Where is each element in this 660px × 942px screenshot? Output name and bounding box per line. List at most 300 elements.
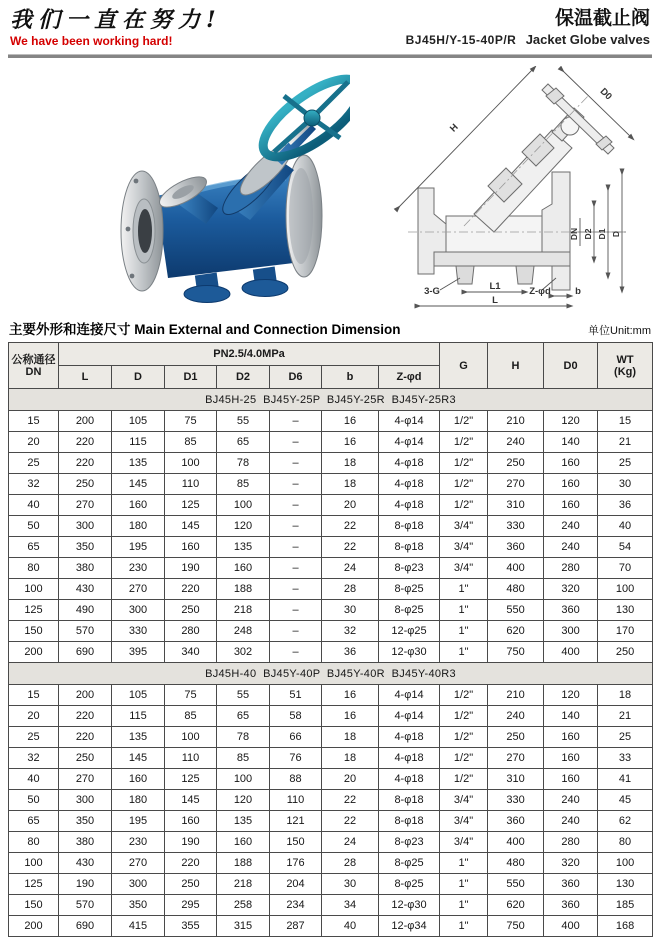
table-cell: 150: [9, 621, 59, 642]
table-cell: 12-φ30: [379, 895, 440, 916]
table-cell: 30: [322, 874, 379, 895]
table-cell: 70: [598, 558, 653, 579]
table-cell: 280: [544, 832, 598, 853]
table-cell: 690: [59, 916, 112, 937]
table-cell: 4-φ14: [379, 685, 440, 706]
dn-header-cn: 公称通径: [11, 353, 56, 366]
table-cell: 190: [59, 874, 112, 895]
table-cell: 190: [165, 832, 217, 853]
table-cell: 1": [440, 916, 488, 937]
header-row-1: [9, 343, 653, 366]
table-cell: 1/2": [440, 706, 488, 727]
col-header-l: L: [59, 366, 112, 389]
table-cell: 220: [59, 453, 112, 474]
table-row: [9, 874, 653, 895]
table-cell: –: [270, 411, 322, 432]
table-cell: 200: [9, 642, 59, 663]
table-row: [9, 537, 653, 558]
table-row: [9, 853, 653, 874]
table-cell: 22: [322, 537, 379, 558]
table-cell: 570: [59, 895, 112, 916]
table-cell: 160: [217, 558, 270, 579]
table-cell: 315: [217, 916, 270, 937]
left-flange: [121, 171, 163, 291]
table-cell: 168: [598, 916, 653, 937]
table-cell: 100: [598, 579, 653, 600]
dim-label-H: H: [447, 122, 461, 135]
table-cell: 620: [488, 621, 544, 642]
model-section-label: BJ45H-40 BJ45Y-40P BJ45Y-40R BJ45Y-40R3: [9, 663, 653, 685]
table-cell: –: [270, 495, 322, 516]
table-cell: 4-φ18: [379, 727, 440, 748]
table-cell: 8-φ18: [379, 537, 440, 558]
table-cell: 550: [488, 874, 544, 895]
table-cell: 188: [217, 853, 270, 874]
table-cell: 330: [112, 621, 165, 642]
table-cell: 270: [488, 748, 544, 769]
table-cell: 145: [165, 790, 217, 811]
table-cell: 100: [217, 495, 270, 516]
table-cell: 58: [270, 706, 322, 727]
table-cell: 160: [544, 495, 598, 516]
table-cell: –: [270, 537, 322, 558]
table-cell: 25: [9, 453, 59, 474]
table-cell: 250: [165, 874, 217, 895]
table-cell: 4-φ14: [379, 411, 440, 432]
table-cell: 32: [9, 474, 59, 495]
table-cell: 430: [59, 853, 112, 874]
table-cell: 28: [322, 853, 379, 874]
table-cell: 45: [598, 790, 653, 811]
model-code: BJ45H/Y-15-40P/R: [405, 32, 517, 47]
table-cell: 1": [440, 600, 488, 621]
table-cell: 78: [217, 727, 270, 748]
table-cell: 250: [598, 642, 653, 663]
table-cell: 230: [112, 558, 165, 579]
table-cell: 300: [544, 621, 598, 642]
col-group-header-pn: PN2.5/4.0MPa: [59, 343, 440, 366]
table-cell: 4-φ18: [379, 453, 440, 474]
table-cell: 51: [270, 685, 322, 706]
table-row: [9, 811, 653, 832]
jacket-globe-valve-dimension-drawing: [356, 66, 658, 312]
table-cell: 210: [488, 685, 544, 706]
table-cell: 28: [322, 579, 379, 600]
table-cell: 550: [488, 600, 544, 621]
table-cell: 340: [165, 642, 217, 663]
table-cell: 380: [59, 832, 112, 853]
table-cell: 690: [59, 642, 112, 663]
table-row: [9, 600, 653, 621]
table-cell: 310: [488, 495, 544, 516]
table-cell: 16: [322, 706, 379, 727]
table-cell: 105: [112, 685, 165, 706]
product-title-block: [406, 8, 650, 47]
table-cell: 4-φ18: [379, 769, 440, 790]
right-flange: [286, 155, 322, 277]
model-section-row: [9, 389, 653, 411]
table-cell: 280: [544, 558, 598, 579]
table-cell: 125: [9, 874, 59, 895]
table-cell: 8-φ18: [379, 790, 440, 811]
table-cell: 85: [217, 748, 270, 769]
table-cell: 120: [217, 790, 270, 811]
table-cell: 270: [112, 579, 165, 600]
table-cell: 170: [598, 621, 653, 642]
slogan-block: [10, 8, 222, 48]
table-cell: 8-φ23: [379, 832, 440, 853]
table-cell: 100: [165, 453, 217, 474]
model-section-row: [9, 663, 653, 685]
table-cell: 65: [217, 706, 270, 727]
table-row: [9, 579, 653, 600]
table-cell: 4-φ18: [379, 495, 440, 516]
table-cell: 135: [217, 811, 270, 832]
col-header-d1: D1: [165, 366, 217, 389]
col-header-d6: D6: [270, 366, 322, 389]
table-cell: 115: [112, 432, 165, 453]
table-cell: 34: [322, 895, 379, 916]
table-cell: 330: [488, 516, 544, 537]
table-cell: 300: [59, 516, 112, 537]
table-cell: 121: [270, 811, 322, 832]
table-cell: 180: [112, 516, 165, 537]
table-cell: 8-φ25: [379, 853, 440, 874]
table-cell: 20: [9, 706, 59, 727]
table-cell: 18: [322, 727, 379, 748]
table-cell: 195: [112, 537, 165, 558]
dim-label-D2: D2: [583, 228, 593, 240]
table-cell: 25: [9, 727, 59, 748]
table-cell: 145: [112, 748, 165, 769]
table-cell: 3/4": [440, 832, 488, 853]
table-cell: 30: [598, 474, 653, 495]
table-cell: 145: [165, 516, 217, 537]
table-cell: 4-φ18: [379, 748, 440, 769]
col-header-zd: Z-φd: [379, 366, 440, 389]
table-cell: 1/2": [440, 748, 488, 769]
table-cell: 176: [270, 853, 322, 874]
table-cell: 16: [322, 411, 379, 432]
table-cell: 280: [165, 621, 217, 642]
col-header-b: b: [322, 366, 379, 389]
table-cell: 185: [598, 895, 653, 916]
table-cell: 270: [59, 769, 112, 790]
table-cell: –: [270, 516, 322, 537]
table-cell: 140: [544, 706, 598, 727]
table-cell: 8-φ18: [379, 516, 440, 537]
table-cell: 8-φ18: [379, 811, 440, 832]
table-cell: 1/2": [440, 453, 488, 474]
table-cell: 490: [59, 600, 112, 621]
table-cell: 270: [59, 495, 112, 516]
dimension-table: [8, 342, 653, 937]
wt-header-line1: WT: [616, 353, 634, 366]
table-cell: 160: [544, 769, 598, 790]
table-cell: 18: [322, 748, 379, 769]
table-cell: 220: [165, 853, 217, 874]
table-cell: 40: [9, 495, 59, 516]
table-cell: 400: [544, 642, 598, 663]
table-cell: 4-φ14: [379, 706, 440, 727]
table-cell: 3/4": [440, 558, 488, 579]
dim-label-L1: L1: [489, 281, 501, 293]
product-model-line: [406, 32, 650, 47]
table-cell: 125: [9, 600, 59, 621]
col-header-dn: [9, 343, 59, 389]
table-cell: 220: [165, 579, 217, 600]
table-cell: 320: [544, 853, 598, 874]
table-cell: 54: [598, 537, 653, 558]
table-cell: 430: [59, 579, 112, 600]
table-cell: 120: [544, 685, 598, 706]
table-cell: 380: [59, 558, 112, 579]
table-row: [9, 432, 653, 453]
col-header-d0: D0: [544, 343, 598, 389]
product-name-english: Jacket Globe valves: [525, 31, 650, 47]
table-cell: 200: [9, 916, 59, 937]
table-cell: –: [270, 621, 322, 642]
table-cell: 65: [9, 537, 59, 558]
dim-label-DN: DN: [569, 228, 579, 241]
table-cell: 240: [488, 706, 544, 727]
table-cell: 218: [217, 874, 270, 895]
table-cell: 1/2": [440, 727, 488, 748]
table-cell: 8-φ23: [379, 558, 440, 579]
table-cell: –: [270, 474, 322, 495]
table-cell: 180: [112, 790, 165, 811]
table-cell: 1/2": [440, 432, 488, 453]
table-cell: 220: [59, 432, 112, 453]
table-cell: 1/2": [440, 411, 488, 432]
table-cell: 55: [217, 411, 270, 432]
table-row: [9, 411, 653, 432]
table-cell: 220: [59, 727, 112, 748]
handwheel: [252, 66, 350, 171]
table-row: [9, 727, 653, 748]
table-cell: 21: [598, 432, 653, 453]
table-cell: 22: [322, 811, 379, 832]
table-cell: 135: [217, 537, 270, 558]
table-cell: 302: [217, 642, 270, 663]
dimension-table-body: [9, 389, 653, 937]
table-row: [9, 748, 653, 769]
dim-label-Zd: Z-φd: [529, 286, 551, 298]
col-header-wt: [598, 343, 653, 389]
table-cell: 24: [322, 832, 379, 853]
table-cell: 160: [112, 769, 165, 790]
table-cell: 36: [322, 642, 379, 663]
table-title-row: [9, 318, 651, 338]
table-cell: 100: [165, 727, 217, 748]
table-cell: 50: [9, 516, 59, 537]
table-cell: 395: [112, 642, 165, 663]
col-header-g: G: [440, 343, 488, 389]
jacket-globe-valve-photo: [78, 66, 350, 308]
table-cell: 55: [217, 685, 270, 706]
table-cell: 30: [322, 600, 379, 621]
table-cell: 135: [112, 727, 165, 748]
table-cell: 65: [9, 811, 59, 832]
table-row: [9, 558, 653, 579]
table-cell: 240: [544, 537, 598, 558]
table-cell: 22: [322, 516, 379, 537]
table-cell: 250: [488, 453, 544, 474]
table-cell: 160: [217, 832, 270, 853]
table-cell: 24: [322, 558, 379, 579]
table-cell: 400: [488, 558, 544, 579]
unit-label: 单位Unit:mm: [588, 325, 651, 338]
table-cell: 76: [270, 748, 322, 769]
table-cell: 12-φ34: [379, 916, 440, 937]
table-cell: 4-φ14: [379, 432, 440, 453]
dim-label-b: b: [575, 286, 581, 298]
table-cell: 200: [59, 685, 112, 706]
table-title: 主要外形和连接尺寸 Main External and Connection Dimension: [9, 322, 401, 338]
table-cell: 240: [488, 432, 544, 453]
table-row: [9, 474, 653, 495]
table-cell: 20: [322, 769, 379, 790]
table-cell: 75: [165, 685, 217, 706]
table-cell: –: [270, 558, 322, 579]
table-cell: 360: [544, 895, 598, 916]
table-cell: 145: [112, 474, 165, 495]
table-cell: 15: [9, 411, 59, 432]
table-cell: 25: [598, 453, 653, 474]
table-cell: 3/4": [440, 516, 488, 537]
table-cell: 160: [544, 474, 598, 495]
table-cell: 480: [488, 579, 544, 600]
table-cell: 270: [488, 474, 544, 495]
table-cell: 40: [598, 516, 653, 537]
table-cell: 750: [488, 916, 544, 937]
table-cell: 270: [112, 853, 165, 874]
table-cell: 50: [9, 790, 59, 811]
table-cell: 41: [598, 769, 653, 790]
table-cell: 1": [440, 579, 488, 600]
slogan-chinese: 我们一直在努力!: [10, 7, 222, 33]
table-cell: 300: [59, 790, 112, 811]
table-cell: 130: [598, 600, 653, 621]
table-cell: 1/2": [440, 685, 488, 706]
dim-label-D0: D0: [597, 86, 614, 103]
table-cell: 240: [544, 516, 598, 537]
table-cell: 1": [440, 642, 488, 663]
page-header: [0, 0, 660, 48]
table-row: [9, 706, 653, 727]
table-cell: 350: [59, 537, 112, 558]
table-cell: 115: [112, 706, 165, 727]
table-cell: 100: [217, 769, 270, 790]
table-cell: 160: [544, 727, 598, 748]
table-cell: 20: [322, 495, 379, 516]
col-header-d2: D2: [217, 366, 270, 389]
table-cell: 160: [112, 495, 165, 516]
table-cell: 300: [112, 600, 165, 621]
table-cell: 240: [544, 811, 598, 832]
table-cell: 135: [112, 453, 165, 474]
table-cell: 12-φ25: [379, 621, 440, 642]
table-cell: 8-φ25: [379, 600, 440, 621]
table-cell: 16: [322, 685, 379, 706]
table-cell: 16: [322, 432, 379, 453]
table-cell: 32: [322, 621, 379, 642]
table-cell: 360: [488, 537, 544, 558]
table-cell: 3/4": [440, 537, 488, 558]
table-cell: 140: [544, 432, 598, 453]
table-cell: 18: [322, 453, 379, 474]
table-cell: 33: [598, 748, 653, 769]
table-cell: 85: [165, 432, 217, 453]
table-cell: 85: [165, 706, 217, 727]
table-cell: 20: [9, 432, 59, 453]
table-cell: 218: [217, 600, 270, 621]
dim-label-D1: D1: [597, 228, 607, 240]
table-cell: 195: [112, 811, 165, 832]
table-cell: 1": [440, 895, 488, 916]
table-cell: 287: [270, 916, 322, 937]
col-header-d: D: [112, 366, 165, 389]
table-cell: 3/4": [440, 790, 488, 811]
table-cell: 80: [9, 558, 59, 579]
table-cell: 330: [488, 790, 544, 811]
table-cell: 160: [165, 811, 217, 832]
table-cell: 110: [270, 790, 322, 811]
table-row: [9, 790, 653, 811]
table-cell: 204: [270, 874, 322, 895]
dim-label-3G: 3-G: [424, 286, 440, 298]
table-cell: 62: [598, 811, 653, 832]
table-cell: 220: [59, 706, 112, 727]
table-cell: –: [270, 432, 322, 453]
table-cell: 40: [322, 916, 379, 937]
table-cell: 620: [488, 895, 544, 916]
table-cell: 310: [488, 769, 544, 790]
table-cell: –: [270, 600, 322, 621]
table-cell: 32: [9, 748, 59, 769]
table-cell: 295: [165, 895, 217, 916]
table-cell: 8-φ25: [379, 874, 440, 895]
table-cell: 570: [59, 621, 112, 642]
table-cell: 80: [598, 832, 653, 853]
dim-label-L: L: [492, 295, 498, 307]
table-row: [9, 495, 653, 516]
table-cell: 160: [544, 748, 598, 769]
dn-header-en: DN: [25, 365, 42, 378]
table-cell: 1": [440, 621, 488, 642]
table-cell: 105: [112, 411, 165, 432]
table-cell: 1/2": [440, 769, 488, 790]
table-cell: 25: [598, 727, 653, 748]
table-cell: 320: [544, 579, 598, 600]
col-header-h: H: [488, 343, 544, 389]
table-cell: 160: [544, 453, 598, 474]
table-cell: 240: [544, 790, 598, 811]
table-cell: 21: [598, 706, 653, 727]
table-cell: 258: [217, 895, 270, 916]
table-cell: 750: [488, 642, 544, 663]
table-cell: 160: [165, 537, 217, 558]
table-cell: 355: [165, 916, 217, 937]
table-cell: 415: [112, 916, 165, 937]
table-cell: 120: [544, 411, 598, 432]
table-cell: 400: [488, 832, 544, 853]
product-name-chinese: 保温截止阀: [554, 8, 650, 29]
table-cell: 250: [59, 748, 112, 769]
table-cell: 3/4": [440, 811, 488, 832]
table-cell: 150: [9, 895, 59, 916]
table-row: [9, 453, 653, 474]
